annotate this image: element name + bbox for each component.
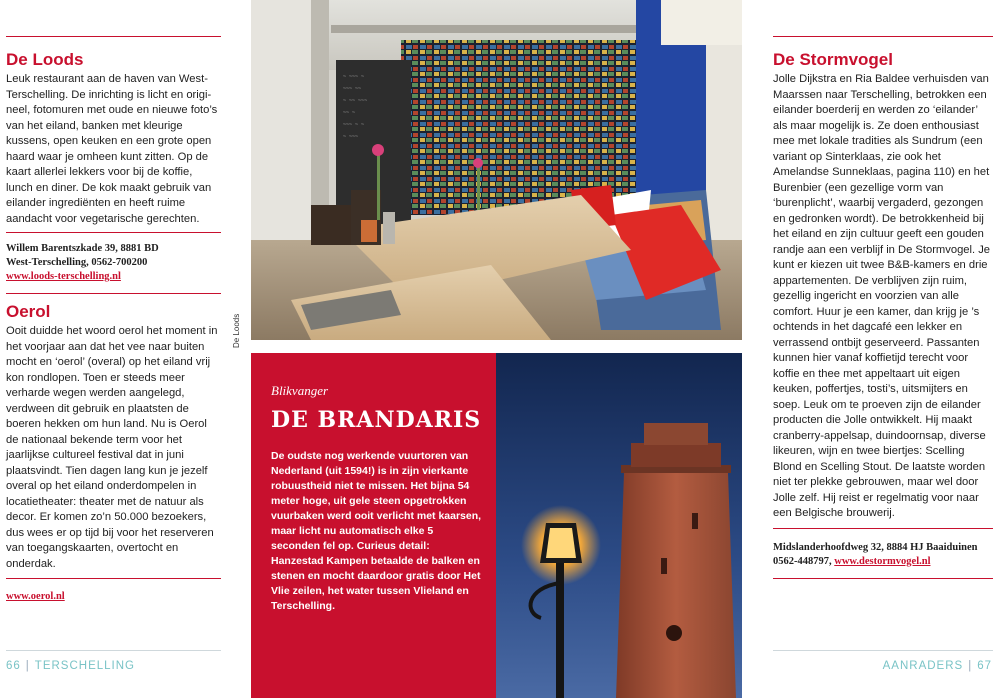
address-line-1: Willem Barentszkade 39, 8881 BD	[6, 243, 159, 254]
page-number: 67	[977, 660, 992, 672]
section-label: AANRADERS	[882, 660, 964, 672]
address-line-1: Midslanderhoofdweg 32, 8884 HJ Baaiduinen	[773, 541, 978, 553]
left-column	[6, 36, 221, 604]
footer-rule-right	[773, 650, 993, 651]
photo-credit: De Loods	[232, 313, 241, 348]
divider	[6, 293, 221, 294]
top-rule	[6, 36, 221, 37]
de-loods-website-link[interactable]: www.loods-terschelling.nl	[6, 271, 121, 282]
de-stormvogel-address	[773, 541, 993, 569]
divider	[773, 528, 993, 529]
section-title-de-loods: De Loods	[6, 50, 84, 69]
svg-text:~~~ ~~: ~~~ ~~	[343, 86, 362, 92]
oerol-website-link[interactable]: www.oerol.nl	[6, 591, 65, 602]
brandaris-feature-panel	[251, 353, 496, 698]
interior-illustration	[251, 0, 742, 340]
folio-right: AANRADERS | 67	[882, 660, 992, 672]
svg-text:~ ~~~: ~ ~~~	[343, 134, 359, 140]
restaurant-interior-photo	[251, 0, 742, 340]
svg-text:~ ~~ ~~~: ~ ~~ ~~~	[343, 98, 368, 104]
feature-title: DE BRANDARIS	[271, 407, 482, 433]
address-line-2: West-Terschelling, 0562-700200	[6, 257, 148, 268]
de-loods-body: Leuk restaurant aan de haven van West-Terschelling. De inrichting is licht en origi-neel, fotomuren met oude en nieuwe foto’s van het eiland, banken met kleurige kussens, open keuken en een grote open haard waar je omheen kunt zitten. Op de kaart allerlei lekkers voor bij de koffie, lunch en diner. De kok maakt gebruik van eilander ingrediënten en heeft ruime aandacht voor vegetarische gerechten.	[6, 73, 218, 225]
address-line-2	[773, 555, 993, 569]
top-rule	[773, 36, 993, 37]
folio-left: 66 | TERSCHELLING	[6, 660, 135, 672]
divider	[6, 578, 221, 579]
svg-text:~ ~~~ ~: ~ ~~~ ~	[343, 74, 365, 80]
svg-text:~~~ ~ ~: ~~~ ~ ~	[343, 122, 365, 128]
svg-text:~~ ~: ~~ ~	[343, 110, 356, 116]
oerol-body: Ooit duidde het woord oerol het moment in het voorjaar aan dat het vee naar buiten mocht en ‘oerol’ (overal) op het eiland vrij kon rondlopen. Toen er steeds meer verharde wegen werden aangelegd, verdween dit gebruik en plaatsten de boeren hekken om hun land. Nu is Oerol de nationaal bekende term voor het jaarlijkse cultureel festival dat in juni plaatsvindt. Tien dagen lang kun je jezelf overal op het eiland onderdompelen in locatietheater: theater met de natuur als decor. Er komen zo’n 50.000 bezoekers, dus wees er op tijd bij voor het reserveren van toegangskaarten, overtocht en onderdak.	[6, 325, 218, 570]
section-title-de-stormvogel: De Stormvogel	[773, 50, 893, 69]
feature-body: De oudste nog werkende vuurtoren van Nederland (uit 1594!) is in zijn vierkante robuustheid niet te missen. Het bijna 54 meter hoge, uit gele steen opgetrokken vuurbaken werd ooit verlicht met kaarsen, maar licht nu automatisch elke 5 seconden fel op. Curieus detail: Hanzestad Kampen betaalde de balken en stenen en mocht daardoor gratis door Het Vlie zeilen, het water tussen Vlieland en Terschelling.	[271, 450, 482, 612]
section-label: TERSCHELLING	[34, 660, 135, 672]
oerol-address	[6, 590, 221, 604]
lighthouse-photo	[496, 353, 742, 698]
de-stormvogel-body: Jolle Dijkstra en Ria Baldee verhuisden van Maarssen naar Terschelling, betrokken een eilander boerderij en werden zo ‘eilander’ als maar mogelijk is. Ze doen enthousiast mee met lokale tradities als Sundrum (een variant op Sinterklaas, zie ook het Amelandse Sunneklaas, pagina 110) en het Burenbier (een gezellige vorm van ‘burenplicht’, waarbij vergaderd, gezongen en gedronken wordt). De betrokkenheid bij het eiland en zijn cultuur geeft een gouden randje aan een verblijf in De Stormvogel. Je kunt er kiezen uit twee B&B-kamers en drie appartementen. De verblijven zijn ruim, gezellig ingericht en voorzien van alle comfort. Huur je een kamer, dan krijg je ’s ochtends in het dagcafé een lekker en verrassend ontbijt geserveerd. Passanten kunnen hier vanaf koffietijd terecht voor koffie en thee met appeltaart uit eigen keuken, poffertjes, tosti’s, uitsmijters en soep. Leuk om te proeven zijn de eilander producten die Jolle ontwikkelt. Hij maakt cranberry-appelsap, duindoornsap, diverse likeuren, wijn en twee biertjes: Scelling Blond en Scelling Stout. De laatste worden niet ter plekke gebrouwen, maar wel door Jolle zelf. Hij reist er regelmatig voor naar een Belgische brouwerij.	[773, 73, 991, 519]
feature-kicker: Blikvanger	[271, 383, 329, 398]
page-number: 66	[6, 660, 21, 672]
de-stormvogel-website-link[interactable]: www.destormvogel.nl	[834, 555, 931, 567]
divider	[773, 578, 993, 579]
footer-rule-left	[6, 650, 221, 651]
right-column	[773, 36, 993, 579]
section-title-oerol: Oerol	[6, 302, 51, 321]
phone-number: 0562-448797,	[773, 555, 832, 567]
divider	[6, 232, 221, 233]
lighthouse-illustration	[496, 353, 742, 698]
de-loods-address	[6, 242, 221, 284]
